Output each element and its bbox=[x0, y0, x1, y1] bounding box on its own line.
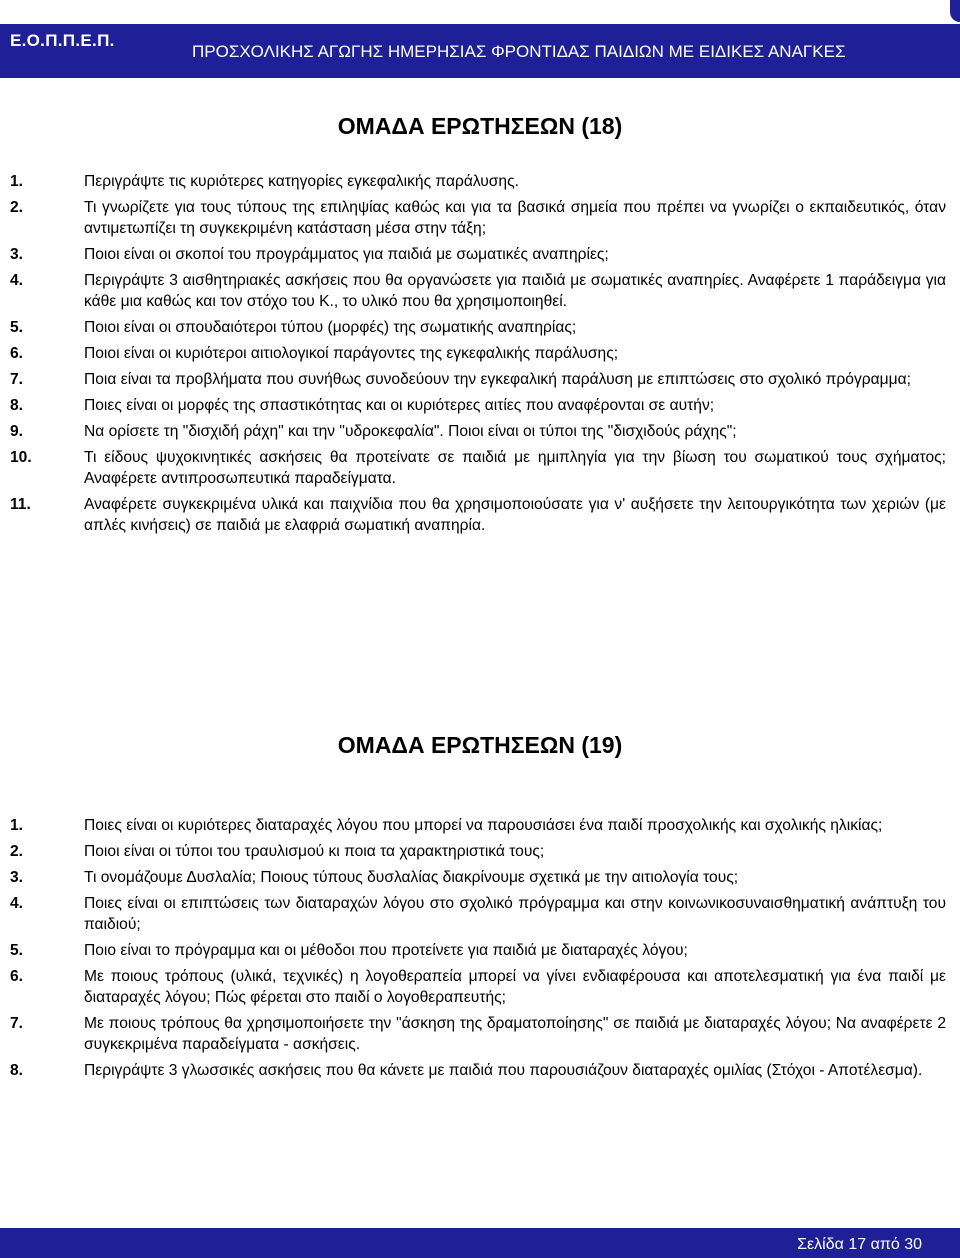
question-text: Ποιοι είναι οι τύποι του τραυλισμού κι ποια τα χαρακτηριστικά τους; bbox=[84, 843, 545, 860]
question-text: Τι είδους ψυχοκινητικές ασκήσεις θα προτείνατε σε παιδιά με ημιπληγία για την βίωση του σωματικού τους σχήματος; Αναφέρετε αντιπροσωπευτικά παραδείγματα. bbox=[84, 449, 946, 487]
question-number: 6. bbox=[10, 345, 24, 362]
question-text: Τι ονομάζουμε Δυσλαλία; Ποιους τύπους δυσλαλίας διακρίνουμε σχετικά με την αιτιολογία τους; bbox=[84, 869, 739, 886]
question-item bbox=[10, 893, 946, 935]
group-19-questions bbox=[10, 815, 946, 1086]
question-text: Με ποιους τρόπους (υλικά, τεχνικές) η λογοθεραπεία μπορεί να γίνει ενδιαφέρουσα και αποτελεσματική για ένα παιδί με διαταραχές λόγου; Πώς φέρεται στο παιδί ο λογοθεραπευτής; bbox=[84, 968, 946, 1006]
header-org: Ε.Ο.Π.Π.Ε.Π. bbox=[10, 31, 115, 50]
question-item bbox=[10, 369, 946, 390]
question-text: Ποιοι είναι οι σπουδαιότεροι τύπου (μορφές) της σωματικής αναπηρίας; bbox=[84, 319, 577, 336]
question-number: 2. bbox=[10, 199, 24, 216]
corner-decoration bbox=[938, 0, 960, 24]
question-number: 2. bbox=[10, 843, 24, 860]
question-number: 7. bbox=[10, 371, 24, 388]
question-item bbox=[10, 494, 946, 536]
question-number: 5. bbox=[10, 319, 24, 336]
question-number: 3. bbox=[10, 869, 24, 886]
question-item bbox=[10, 940, 946, 961]
question-text: Ποιες είναι οι κυριότερες διαταραχές λόγου που μπορεί να παρουσιάσει ένα παιδί προσχολικής και σχολικής ηλικίας; bbox=[84, 817, 883, 834]
question-item bbox=[10, 841, 946, 862]
question-item bbox=[10, 317, 946, 338]
question-number: 4. bbox=[10, 895, 24, 912]
question-text: Ποιοι είναι οι κυριότεροι αιτιολογικοί παράγοντες της εγκεφαλικής παράλυσης; bbox=[84, 345, 619, 362]
question-item bbox=[10, 815, 946, 836]
question-number: 7. bbox=[10, 1015, 24, 1032]
question-item bbox=[10, 867, 946, 888]
group-18-title: ΟΜΑΔΑ ΕΡΩΤΗΣΕΩΝ (18) bbox=[337, 113, 623, 139]
question-number: 4. bbox=[10, 272, 24, 289]
page-number: Σελίδα 17 από 30 bbox=[797, 1236, 922, 1253]
question-text: Ποιες είναι οι επιπτώσεις των διαταραχών λόγου στο σχολικό πρόγραμμα και στην κοινωνικοσυναισθηματική ανάπτυξη του παιδιού; bbox=[84, 895, 946, 933]
question-item bbox=[10, 1060, 946, 1081]
question-item bbox=[10, 343, 946, 364]
question-item bbox=[10, 244, 946, 265]
question-item bbox=[10, 421, 946, 442]
question-number: 5. bbox=[10, 942, 24, 959]
question-item bbox=[10, 197, 946, 239]
question-number: 1. bbox=[10, 173, 24, 190]
question-item bbox=[10, 395, 946, 416]
question-number: 6. bbox=[10, 968, 24, 985]
question-text: Ποιες είναι οι μορφές της σπαστικότητας και οι κυριότερες αιτίες που αναφέρονται σε αυτήν; bbox=[84, 397, 715, 414]
question-item bbox=[10, 270, 946, 312]
question-text: Ποιοι είναι οι σκοποί του προγράμματος για παιδιά με σωματικές αναπηρίες; bbox=[84, 246, 609, 263]
question-item bbox=[10, 447, 946, 489]
question-number: 9. bbox=[10, 423, 24, 440]
question-number: 11. bbox=[10, 496, 31, 513]
question-text: Περιγράψτε 3 αισθητηριακές ασκήσεις που θα οργανώσετε για παιδιά με σωματικές αναπηρίες. Αναφέρετε 1 παράδειγμα για κάθε μια καθώς και τον στόχο του Κ., το υλικό που θα χρησιμοποιηθεί. bbox=[84, 272, 946, 310]
question-number: 3. bbox=[10, 246, 24, 263]
question-text: Αναφέρετε συγκεκριμένα υλικά και παιχνίδια που θα χρησιμοποιούσατε για ν' αυξήσετε την λειτουργικότητα των χεριών (με απλές κινήσεις) σε παιδιά με ελαφριά σωματική αναπηρία. bbox=[84, 496, 946, 534]
question-number: 10. bbox=[10, 449, 32, 466]
question-text: Να ορίσετε τη "δισχιδή ράχη" και την "υδροκεφαλία". Ποιοι είναι οι τύποι της "δισχιδούς ράχης"; bbox=[84, 423, 737, 440]
page-header bbox=[0, 0, 960, 78]
question-text: Περιγράψτε τις κυριότερες κατηγορίες εγκεφαλικής παράλυσης. bbox=[84, 173, 519, 190]
header-specialty: ΠΡΟΣΧΟΛΙΚΗΣ ΑΓΩΓΗΣ ΗΜΕΡΗΣΙΑΣ ΦΡΟΝΤΙΔΑΣ ΠΑΙΔΙΩΝ ΜΕ ΕΙΔΙΚΕΣ ΑΝΑΓΚΕΣ bbox=[192, 42, 846, 61]
question-text: Ποιο είναι το πρόγραμμα και οι μέθοδοι που προτείνετε για παιδιά με διαταραχές λόγου; bbox=[84, 942, 688, 959]
question-item bbox=[10, 1013, 946, 1055]
question-number: 8. bbox=[10, 397, 24, 414]
question-text: Τι γνωρίζετε για τους τύπους της επιληψίας καθώς και για τα βασικά σημεία που πρέπει να γνωρίζει ο εκπαιδευτικός, όταν αντιμετωπίζει τη συγκεκριμένη κατάσταση μέσα στην τάξη; bbox=[84, 199, 946, 237]
group-18-questions bbox=[10, 171, 946, 541]
group-19-title: ΟΜΑΔΑ ΕΡΩΤΗΣΕΩΝ (19) bbox=[337, 732, 623, 758]
question-item bbox=[10, 171, 946, 192]
question-text: Με ποιους τρόπους θα χρησιμοποιήσετε την "άσκηση της δραματοποίησης" σε παιδιά με διαταραχές λόγου; Να αναφέρετε 2 συγκεκριμένα παραδείγματα - ασκήσεις. bbox=[84, 1015, 946, 1053]
question-number: 8. bbox=[10, 1062, 24, 1079]
question-item bbox=[10, 966, 946, 1008]
question-text: Περιγράψτε 3 γλωσσικές ασκήσεις που θα κάνετε με παιδιά που παρουσιάζουν διαταραχές ομιλίας (Στόχοι - Αποτέλεσμα). bbox=[84, 1062, 923, 1079]
question-number: 1. bbox=[10, 817, 24, 834]
question-text: Ποια είναι τα προβλήματα που συνήθως συνοδεύουν την εγκεφαλική παράλυση με επιπτώσεις στο σχολικό πρόγραμμα; bbox=[84, 371, 911, 388]
